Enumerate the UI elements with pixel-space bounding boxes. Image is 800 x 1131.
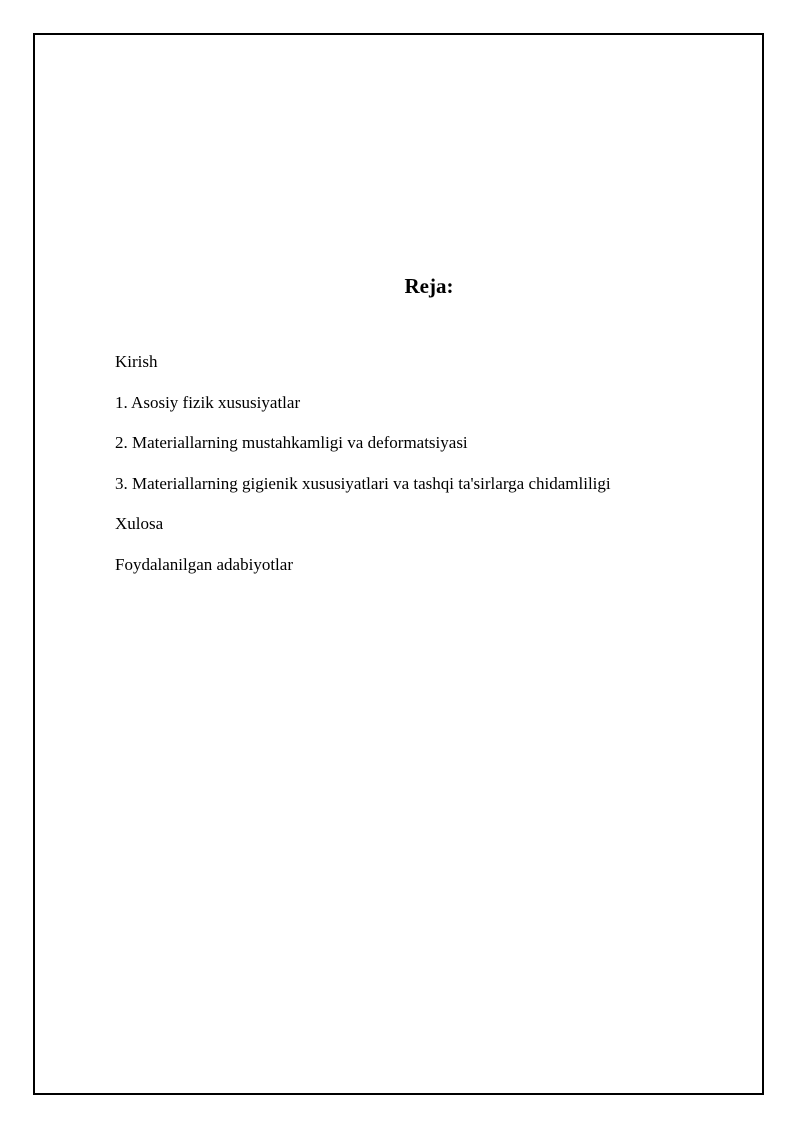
plan-item-conclusion: Xulosa — [115, 514, 164, 534]
plan-item-1: 1. Asosiy fizik xususiyatlar — [115, 392, 301, 412]
plan-item-3: 3. Materiallarning gigienik xususiyatlari va tashqi ta'sirlarga chidamliligi — [115, 473, 611, 493]
plan-list — [115, 352, 611, 596]
plan-item-introduction: Kirish — [115, 352, 158, 371]
page-title: Reja: — [404, 274, 454, 298]
plan-item-references: Foydalanilgan adabiyotlar — [115, 554, 293, 574]
plan-item-2: 2. Materiallarning mustahkamligi va deformatsiyasi — [115, 433, 468, 453]
